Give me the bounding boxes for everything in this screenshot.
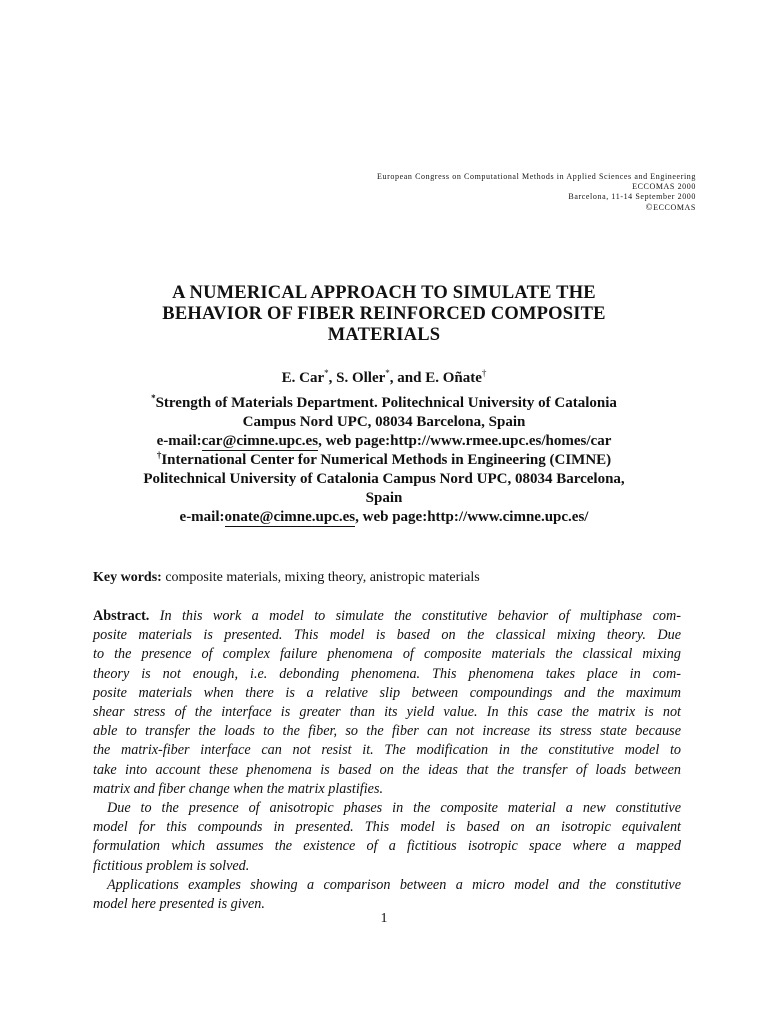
copyright-holder: ECCOMAS (653, 203, 696, 212)
abstract-line: fictitious problem is solved. (93, 857, 250, 874)
abstract-line: matrix and fiber change when the matrix plastifies. (93, 780, 384, 797)
conference-name: European Congress on Computational Methods in Applied Sciences and Engineering (377, 172, 696, 181)
keywords (93, 569, 480, 587)
affiliation-2-line-2: Politechnical University of Catalonia Campus Nord UPC, 08034 Barcelona, (143, 471, 625, 487)
abstract-line: Due to the presence of anisotropic phases in the composite material a new constitutive (107, 800, 681, 817)
abstract-line: formulation which assumes the existence of a fictitious isotropic space where a mapped (93, 838, 681, 855)
abstract-line: shear stress of the interface is greater than its yield value. In this case the matrix is not (93, 704, 681, 721)
author-onate: E. Oñate (425, 370, 482, 386)
abstract-label: Abstract. (93, 608, 150, 624)
title-line-2: BEHAVIOR OF FIBER REINFORCED COMPOSITE (162, 304, 606, 324)
author-oller-mark: * (385, 368, 390, 378)
abstract-line: posite materials when there is a relative slip between compoundings and the maximum (93, 684, 681, 701)
affiliation-1 (60, 389, 708, 451)
affiliation-1-mark: * (151, 393, 156, 403)
affiliation-2-contact: e-mail:onate@cimne.upc.es, web page:http://www.cimne.upc.es/ (179, 509, 589, 525)
keywords-text: composite materials, mixing theory, anistropic materials (161, 570, 480, 585)
abstract-line: take into account these phenomena is based on the ideas that the transfer of loads between (93, 761, 681, 778)
web-page-car: , web page:http://www.rmee.upc.es/homes/car (318, 433, 612, 449)
author-separator: , and (389, 370, 426, 386)
affiliation-2-mark: † (156, 450, 162, 460)
paper-title (60, 283, 708, 346)
abstract-line: Applications examples showing a comparison between a micro model and the constitutive (107, 876, 681, 893)
conference-header (377, 172, 696, 213)
title-line-3: MATERIALS (327, 325, 441, 345)
abstract-line: able to transfer the loads to the fiber, so the fiber can not increase its stress state because (93, 723, 681, 740)
affiliation-2-line-3: Spain (365, 490, 403, 506)
author-oller: S. Oller (336, 370, 386, 386)
author-car-mark: * (324, 368, 329, 378)
abstract-line: Abstract. In this work a model to simulate the constitutive behavior of multiphase com- (93, 608, 681, 624)
author-separator: , (328, 370, 337, 386)
keywords-label: Key words: (93, 570, 162, 585)
affiliation-2 (60, 446, 708, 527)
abstract-line: model here presented is given. (93, 896, 265, 913)
author-list (60, 364, 708, 387)
affiliation-2-line-1: †International Center for Numerical Methods in Engineering (CIMNE) (156, 450, 612, 468)
email-link-car[interactable]: car@cimne.upc.es (201, 433, 319, 449)
web-page-cimne: , web page:http://www.cimne.upc.es/ (355, 509, 589, 525)
conference-copyright (377, 202, 696, 213)
page-number: 1 (380, 911, 388, 926)
affiliation-1-line-1: *Strength of Materials Department. Politechnical University of Catalonia (151, 393, 617, 411)
affiliation-1-line-2: Campus Nord UPC, 08034 Barcelona, Spain (242, 414, 526, 430)
affiliation-1-contact: e-mail:car@cimne.upc.es, web page:http://www.rmee.upc.es/homes/car (156, 433, 612, 449)
conference-acronym: ECCOMAS 2000 (632, 182, 696, 191)
copyright-icon: © (645, 202, 654, 212)
abstract-line: the matrix-fiber interface can not resist it. The modification in the constitutive model to (93, 742, 681, 759)
conference-location-date: Barcelona, 11-14 September 2000 (568, 192, 696, 201)
abstract-line: model for this compounds in presented. This model is based on an isotropic equivalent (93, 819, 681, 836)
author-car: E. Car (281, 370, 325, 386)
author-onate-mark: † (481, 368, 487, 378)
email-link-onate[interactable]: onate@cimne.upc.es (224, 509, 356, 525)
title-line-1: A NUMERICAL APPROACH TO SIMULATE THE (172, 283, 596, 303)
abstract-line: posite materials is presented. This model is based on the classical mixing theory. Due (93, 627, 681, 644)
abstract-line: to the presence of complex failure phenomena of composite materials the classical mixing (93, 646, 681, 663)
abstract (93, 607, 681, 914)
abstract-line: theory is not enough, i.e. debonding phenomena. This phenomena takes place in com- (93, 665, 681, 682)
